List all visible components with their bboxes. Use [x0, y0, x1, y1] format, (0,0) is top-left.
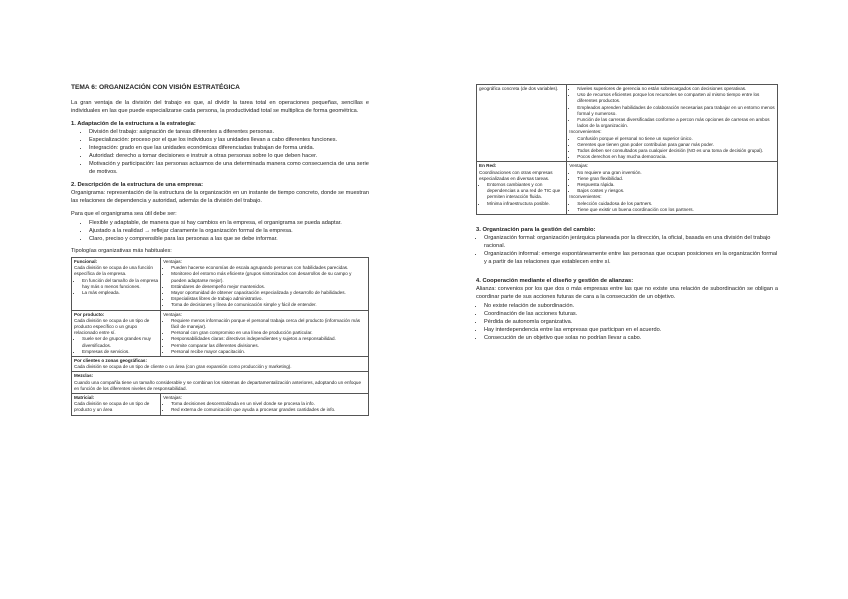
- list-item: • En función del tamaño de la empresa hay más o menos funciones.: [82, 278, 158, 290]
- cell-text: Cuando una compañía tiene un tamaño considerable y se combinan los sistemas de departamentalización anteriores, adoptando un enfoque en función de los diferentes niveles de responsabilidad.: [74, 379, 362, 391]
- table-row: [72, 258, 369, 311]
- list-item: • Suele ser de grupos grandes muy diversificados.: [82, 336, 158, 348]
- cell-title: Mezclas:: [74, 373, 94, 379]
- list-item: • Empresas de servicios.: [82, 349, 158, 355]
- section-2-heading: 2. Descripción de la estructura de una empresa:: [71, 182, 204, 188]
- tipologias-table-continued: [476, 84, 778, 215]
- cell-title: Por producto:: [74, 311, 105, 317]
- cell-label: Ventajas:: [163, 311, 182, 317]
- list-item: • Motivación y participación: las personas actuamos de una determinada manera como consecuencia de una serie de motivos.: [89, 160, 369, 176]
- list-item: • Tiene gran flexibilidad.: [577, 176, 775, 182]
- table-cell: [72, 310, 161, 356]
- list-item: • Coordinación de las acciones futuras.: [484, 310, 778, 318]
- cell-text: Coordinaciones con otras empresas especializadas en diversas tareas.: [479, 169, 553, 181]
- list-item: • Mínima infraestructura posible.: [487, 201, 564, 207]
- tipologias-table: [71, 257, 369, 416]
- list-item: • Flexible y adaptable, de manera que si hay cambios en la empresa, el organigrama se pueda adaptar.: [89, 219, 369, 227]
- cell-title: Por clientes o zonas geográficas:: [74, 358, 148, 364]
- list-item: • Especialización: proceso por el que los individuos y las unidades llevan a cabo diferentes funciones.: [89, 136, 369, 144]
- list-item: • Confusión porque el personal no tiene un superior único.: [577, 136, 775, 142]
- cell-label: Ventajas:: [569, 163, 589, 169]
- table-row: [477, 85, 778, 162]
- list-item: • Todos deben ser consultados para cualquier decisión (NO es una toma de decisión grupal).: [577, 148, 775, 154]
- list-item: • Integración: grado en que las unidades económicas diferenciadas trabajan de forma unida.: [89, 144, 369, 152]
- alianza-definition: Alianza: convenios por los que dos o más empresas entre las que no existe una relación de subordinación se obligan a coordinar parte de sus acciones futuras de cara a la consecución de un objetivo.: [476, 286, 778, 301]
- section-1-heading: 1. Adaptación de la estructura a la estrategia:: [71, 121, 196, 127]
- section-4-heading: 4. Cooperación mediante el diseño y gestión de alianzas:: [476, 278, 634, 285]
- list-item: • Claro, preciso y comprensible para las personas a las que se debe informar.: [89, 235, 369, 243]
- list-item: • Pocos derechos en hay mucha democracia.: [577, 154, 775, 160]
- organigrama-definition: Organigrama: representación de la estructura de la organización en un instante de tiempo concreto, donde se muestran las relaciones de dependencia y autoridad, además de la división del trabajo.: [71, 190, 369, 204]
- table-row: [72, 310, 369, 356]
- list-item: • No requiere una gran inversión.: [577, 170, 775, 176]
- section-3-list: [476, 234, 778, 266]
- right-column: [476, 84, 778, 342]
- table-cell: [161, 310, 369, 356]
- list-item: • Autoridad: derecho a tomar decisiones e instruir a otras personas sobre lo que deben hacer.: [89, 152, 369, 160]
- list-item: • Organización informal: emerge espontáneamente entre las personas que ocupan posiciones en la organización formal y a partir de las relaciones que establecen entre sí.: [484, 250, 778, 266]
- table-row: [477, 162, 778, 215]
- table-row: [72, 394, 369, 416]
- list-item: • Personal con gran compromiso en una línea de producción particular.: [171, 330, 366, 336]
- cell-text: geográfica concreta (de dos variables).: [479, 86, 559, 91]
- cell-text: Cada división se ocupa de un tipo de producto específico o un grupo relacionado entre sí.: [74, 317, 150, 336]
- list-item: • Selección cuidadosa de los partners.: [577, 201, 775, 207]
- list-item: • Ajustado a la realidad → reflejar claramente la organización formal de la empresa.: [89, 227, 369, 235]
- organigrama-intro: Para que el organigrama sea útil debe ser:: [71, 211, 177, 217]
- list-item: • Personal recibe mayor capacitación.: [171, 349, 366, 355]
- table-cell: [567, 162, 778, 215]
- list-item: • Mayor oportunidad de obtener capacitación especializada y desarrollo de habilidades.: [171, 290, 366, 296]
- section-4-list: [476, 302, 778, 342]
- list-item: • No existe relación de subordinación.: [484, 302, 778, 310]
- section-2-list: [71, 219, 369, 243]
- list-item: • Responsabilidades claras: directivos independientes y sujetos a responsabilidad.: [171, 336, 366, 342]
- list-item: • Permite comparar las diferentes divisiones.: [171, 343, 366, 349]
- table-cell: [477, 162, 567, 215]
- cell-text: Cada división se ocupa de un tipo de producto y un área: [74, 401, 150, 413]
- list-item: • La más empleada.: [82, 290, 158, 296]
- list-item: • Uso de recursos eficientes porque los recursoles se comparten al mismo tiempo entre los diferentes productos.: [577, 92, 775, 104]
- table-cell: [161, 394, 369, 416]
- list-item: • Toma decisiones descentralizada en un nivel donde se procesa la info.: [171, 401, 366, 407]
- cell-label: Inconvenientes:: [569, 129, 602, 135]
- list-item: • Red externa de comunicación que ayuda a procesar grandes cantidades de info.: [171, 407, 366, 413]
- list-item: • Niveles superiores de gerencia no están sobrecargados con decisiones operativas.: [577, 86, 775, 92]
- table-cell: [567, 85, 778, 162]
- list-item: • Bajos costes y riesgos.: [577, 188, 775, 194]
- cell-label: Ventajas:: [163, 259, 182, 264]
- list-item: • Gerentes que tienen gran poder contribuían para ganar más poder.: [577, 142, 775, 148]
- list-item: • Monitoreo del entorno más eficiente (grupos sintonizados con desarrollos de su campo y pueden adaptarse mejor).: [171, 271, 366, 283]
- list-item: • Estándares de desempeño mejor mantenidos.: [171, 284, 366, 290]
- list-item: • División del trabajo: asignación de tareas diferentes a diferentes personas.: [89, 128, 369, 136]
- table-row: [72, 372, 369, 394]
- document-title: TEMA 6: ORGANIZACIÓN CON VISIÓN ESTRATÉGICA: [71, 84, 240, 91]
- tipologias-label: Tipologías organizativas más habituales:: [71, 248, 172, 254]
- list-item: • Especialistas libres de trabajo administrativo.: [171, 296, 366, 302]
- cell-title: Funcional:: [74, 259, 98, 264]
- table-cell: [477, 85, 567, 162]
- table-cell: [72, 258, 161, 311]
- list-item: • Respuesta rápida.: [577, 182, 775, 188]
- list-item: • Consecución de un objetivo que solas no podrían llevar a cabo.: [484, 334, 778, 342]
- list-item: • Organización formal: organización jerárquica planeada por la dirección, la oficial, basada en una división del trabajo racional.: [484, 234, 778, 250]
- cell-title: En Red:: [479, 163, 497, 169]
- list-item: • Toma de decisiones y línea de comunicación simple y fácil de entender.: [171, 302, 366, 308]
- list-item: • Función de las carreras diversificadas conforme a percon más opciones de carreras en ambos lados de la organización.: [577, 117, 775, 129]
- table-cell: [72, 372, 369, 394]
- section-1-list: [71, 128, 369, 176]
- table-row: [72, 357, 369, 372]
- list-item: • Tiene que existir un buena coordinación con los partners.: [577, 207, 775, 213]
- section-3-heading: 3. Organización para la gestión del cambio:: [476, 227, 596, 234]
- intro-paragraph: La gran ventaja de la división del trabajo es que, al dividir la tarea total en operaciones pequeñas, sencillas e individuales en las que puede especializarse cada persona, la productividad total se multiplica de forma geométrica.: [71, 100, 369, 114]
- list-item: • Pueden hacerse economías de escala agrupando personas con habilidades parecidas.: [171, 265, 366, 271]
- list-item: • Pérdida de autonomía organizativa.: [484, 318, 778, 326]
- left-column: [71, 84, 369, 416]
- table-cell: [161, 258, 369, 311]
- list-item: • Entornos cambiantes y con dependencias a una red de TIC que permiten interacción fluida.: [487, 182, 564, 201]
- cell-text: Cada división se ocupa de una función específica de la empresa.: [74, 265, 153, 277]
- table-cell: [72, 357, 369, 372]
- list-item: • Requiere menos información porque el personal trabaja cerca del producto (información más fácil de manejar).: [171, 318, 366, 330]
- cell-text: Cada división se ocupa de un tipo de cliente o un área (con gran expansión como producción y marketing).: [74, 364, 292, 370]
- list-item: • Empleados aprenden habilidades de colaboración necesarias para trabajar en un entorno menos formal y numeroso.: [577, 105, 775, 117]
- cell-title: Matricial:: [74, 395, 95, 401]
- cell-label: Ventajas:: [163, 395, 182, 401]
- table-cell: [72, 394, 161, 416]
- cell-label: Inconvenientes:: [569, 194, 602, 200]
- list-item: • Hay interdependencia entre las empresas que participan en el acuerdo.: [484, 326, 778, 334]
